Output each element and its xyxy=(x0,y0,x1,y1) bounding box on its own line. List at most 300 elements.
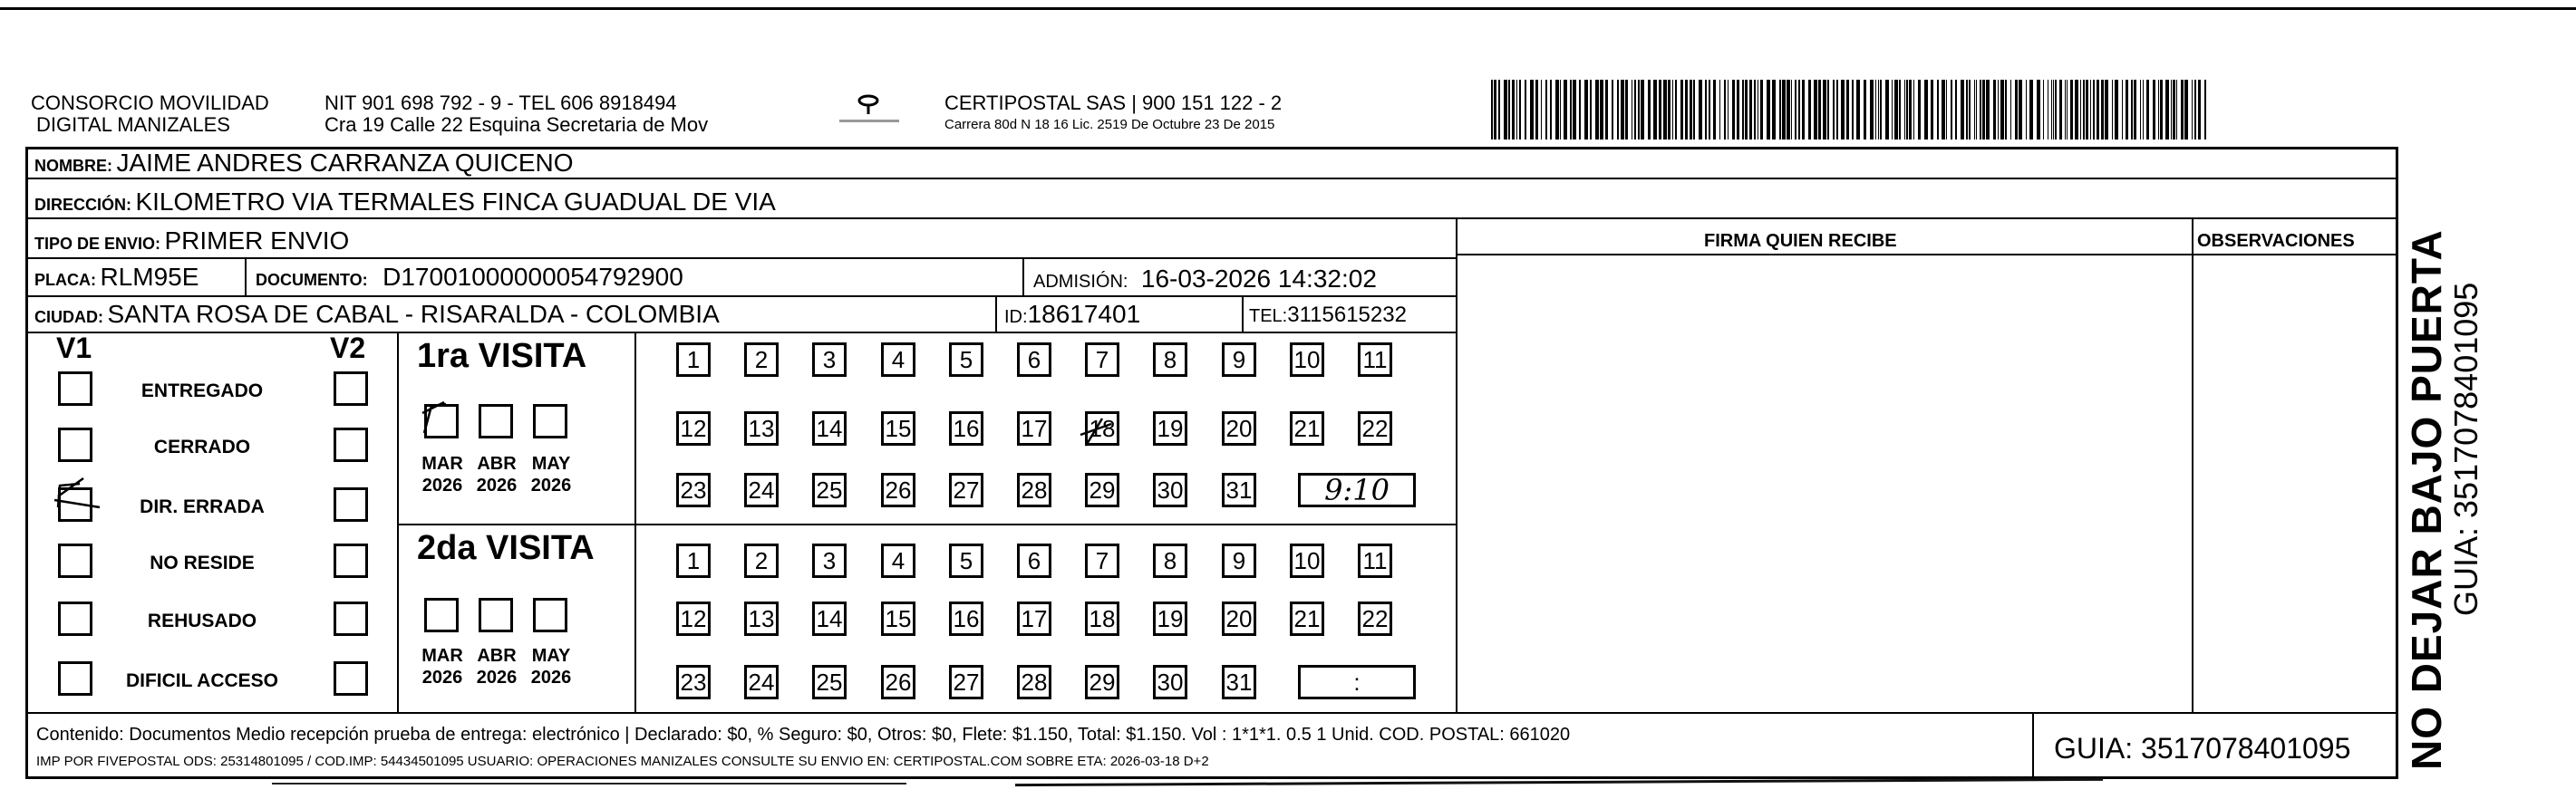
barcode-bar xyxy=(1519,80,1521,140)
barcode-bar xyxy=(1760,80,1763,140)
barcode-bar xyxy=(1885,80,1889,140)
visit1-day-box[interactable]: 4 xyxy=(881,342,915,377)
barcode-bar xyxy=(1605,80,1608,140)
rule-status-visit xyxy=(397,332,399,712)
visit2-day-box[interactable]: 8 xyxy=(1153,544,1187,578)
barcode-bar xyxy=(1612,80,1613,140)
barcode-bar xyxy=(2097,80,2099,140)
visit2-day-box[interactable]: 28 xyxy=(1017,665,1051,699)
rule-footer xyxy=(27,712,2397,714)
barcode-bar xyxy=(2171,80,2172,140)
barcode-bar xyxy=(2160,80,2163,140)
barcode-bar xyxy=(1525,80,1526,140)
v1-checkbox[interactable] xyxy=(58,661,92,696)
barcode-bar xyxy=(1491,80,1493,140)
visit2-time-value: : xyxy=(1353,668,1361,696)
barcode-bar xyxy=(1974,80,1975,140)
barcode-bar xyxy=(1779,80,1781,140)
v2-label: V2 xyxy=(330,332,366,364)
visit1-day-box[interactable]: 28 xyxy=(1017,473,1051,507)
visit1-year-label: 2026 xyxy=(421,476,463,496)
barcode-bar xyxy=(1634,80,1636,140)
visit2-year-label: 2026 xyxy=(421,668,463,688)
barcode-bar xyxy=(1924,80,1928,140)
barcode-bar xyxy=(1737,80,1739,140)
barcode-bar xyxy=(1998,80,1999,140)
barcode-bar xyxy=(1852,80,1854,140)
barcode-bar xyxy=(1680,80,1683,140)
v1-checkbox[interactable] xyxy=(58,371,92,406)
visit1-day-box[interactable]: 24 xyxy=(744,473,779,507)
barcode-bar xyxy=(1951,80,1952,140)
rule-direccion xyxy=(27,217,2397,219)
nombre-value: JAIME ANDRES CARRANZA QUICENO xyxy=(116,149,574,177)
direccion-label: DIRECCIÓN: xyxy=(34,196,131,214)
id-label: ID: xyxy=(1004,307,1028,327)
visit1-title: 1ra VISITA xyxy=(417,337,587,375)
visit1-month-label: MAY xyxy=(531,454,571,474)
visit1-day-box[interactable]: 9 xyxy=(1222,342,1256,377)
visit2-day-box[interactable]: 19 xyxy=(1153,602,1187,636)
visit2-day-box[interactable]: 29 xyxy=(1085,665,1119,699)
visit1-day-box[interactable]: 12 xyxy=(676,411,711,446)
barcode-bar xyxy=(1818,80,1821,140)
barcode-bar xyxy=(1846,80,1849,140)
barcode-bar xyxy=(2140,80,2141,140)
visit2-title: 2da VISITA xyxy=(417,529,595,567)
rule-firma-header xyxy=(1457,254,2397,255)
barcode-bar xyxy=(1685,80,1688,140)
tipo-envio-label: TIPO DE ENVIO: xyxy=(34,235,161,253)
visit1-time-box[interactable] xyxy=(1298,473,1416,507)
visit2-day-box[interactable]: 16 xyxy=(949,602,983,636)
barcode-bar xyxy=(2083,80,2085,140)
barcode-bar xyxy=(1570,80,1572,140)
company-name-line2: DIGITAL MANIZALES xyxy=(36,113,230,136)
visit2-month-label: MAY xyxy=(531,646,571,666)
visit2-day-box[interactable]: 10 xyxy=(1290,544,1324,578)
barcode-bar xyxy=(2112,80,2113,140)
visit1-month-checkbox[interactable] xyxy=(424,404,459,438)
barcode-bar xyxy=(1541,80,1542,140)
visit2-day-box[interactable]: 3 xyxy=(812,544,847,578)
visit2-day-box[interactable]: 26 xyxy=(881,665,915,699)
barcode-bar xyxy=(1494,80,1496,140)
tel-label: TEL: xyxy=(1249,306,1288,326)
visit2-month-label: ABR xyxy=(477,646,517,666)
v2-checkbox[interactable] xyxy=(334,602,368,636)
barcode-bar xyxy=(1653,80,1657,140)
barcode-bar xyxy=(1946,80,1947,140)
visit2-day-box[interactable]: 9 xyxy=(1222,544,1256,578)
barcode-bar xyxy=(2067,80,2068,140)
barcode-bar xyxy=(2090,80,2091,140)
visit2-day-box[interactable]: 21 xyxy=(1290,602,1324,636)
v2-checkbox[interactable] xyxy=(334,544,368,578)
barcode-bar xyxy=(1802,80,1805,140)
barcode-bar xyxy=(2037,80,2040,140)
visit1-day-box[interactable]: 6 xyxy=(1017,342,1051,377)
v1-checkbox[interactable] xyxy=(58,544,92,578)
status-label: DIR. ERRADA xyxy=(140,496,265,517)
barcode-bar xyxy=(1663,80,1667,140)
barcode-bar xyxy=(1641,80,1644,140)
barcode-bar xyxy=(1904,80,1905,140)
footer-imp: IMP POR FIVEPOSTAL ODS: 25314801095 / COD.IMP: 54434501095 USUARIO: OPERACIONES MANIZALES CONSULTE SU ENVIO EN: CERTIPOSTAL.COM SOBRE ETA: 2026-03-18 D+2 xyxy=(36,754,1209,769)
visit2-day-box[interactable]: 13 xyxy=(744,602,779,636)
side-warning: NO DEJAR BAJO PUERTA xyxy=(2403,229,2450,770)
barcode-bar xyxy=(2146,80,2149,140)
tel-value: 3115615232 xyxy=(1287,303,1407,327)
barcode-bar xyxy=(1892,80,1893,140)
barcode-bar xyxy=(1833,80,1835,140)
visit1-day-box[interactable]: 25 xyxy=(812,473,847,507)
barcode-bar xyxy=(1560,80,1561,140)
rule-id-tel xyxy=(1242,295,1244,332)
barcode-bar xyxy=(1856,80,1860,140)
visit2-year-label: 2026 xyxy=(530,668,572,688)
v2-checkbox[interactable] xyxy=(334,487,368,522)
barcode-bar xyxy=(2165,80,2169,140)
barcode-bar xyxy=(1787,80,1790,140)
barcode-bar xyxy=(1899,80,1901,140)
visit2-day-box[interactable]: 17 xyxy=(1017,602,1051,636)
visit2-day-box[interactable]: 2 xyxy=(744,544,779,578)
visit2-month-checkbox[interactable] xyxy=(533,598,567,632)
visit2-day-box[interactable]: 6 xyxy=(1017,544,1051,578)
barcode-bar xyxy=(1699,80,1702,140)
scan-edge-bottom xyxy=(1015,778,2103,786)
carrier-line1: CERTIPOSTAL SAS | 900 151 122 - 2 xyxy=(944,91,1283,114)
barcode-bar xyxy=(1894,80,1898,140)
v2-checkbox[interactable] xyxy=(334,428,368,462)
visit2-day-box[interactable]: 15 xyxy=(881,602,915,636)
visit1-month-label: ABR xyxy=(477,454,517,474)
visit1-day-box[interactable]: 16 xyxy=(949,411,983,446)
barcode-bar xyxy=(1675,80,1677,140)
barcode-bar xyxy=(1621,80,1624,140)
visit2-month-label: MAR xyxy=(421,646,463,666)
barcode-bar xyxy=(1545,80,1547,140)
rule-footer-guia xyxy=(2032,712,2034,779)
barcode-bar xyxy=(1841,80,1845,140)
barcode-bar xyxy=(2059,80,2062,140)
barcode-bar xyxy=(1732,80,1735,140)
rule-ciudad xyxy=(27,332,1457,333)
barcode-bar xyxy=(1617,80,1619,140)
barcode-bar xyxy=(2204,80,2206,140)
visit2-time-box[interactable] xyxy=(1298,665,1416,699)
visit1-day-box[interactable]: 10 xyxy=(1290,342,1324,377)
visit2-year-label: 2026 xyxy=(476,668,518,688)
visit1-day-box[interactable]: 8 xyxy=(1153,342,1187,377)
barcode xyxy=(1491,80,2212,140)
visit2-day-box[interactable]: 14 xyxy=(812,602,847,636)
visit2-day-box[interactable]: 23 xyxy=(676,665,711,699)
rule-months-days xyxy=(634,332,636,712)
v2-checkbox[interactable] xyxy=(334,371,368,406)
visit1-day-box[interactable]: 13 xyxy=(744,411,779,446)
barcode-bar xyxy=(1749,80,1752,140)
rule-obs-left xyxy=(2192,217,2193,712)
barcode-bar xyxy=(1516,80,1517,140)
barcode-bar xyxy=(1573,80,1576,140)
barcode-bar xyxy=(1864,80,1866,140)
barcode-bar xyxy=(1909,80,1912,140)
visit2-day-box[interactable]: 24 xyxy=(744,665,779,699)
barcode-bar xyxy=(2053,80,2054,140)
barcode-bar xyxy=(1498,80,1500,140)
barcode-bar xyxy=(2005,80,2007,140)
visit1-day-box[interactable]: 1 xyxy=(676,342,711,377)
barcode-bar xyxy=(2043,80,2044,140)
nit-line: NIT 901 698 792 - 9 - TEL 606 8918494 xyxy=(324,91,677,114)
barcode-bar xyxy=(2115,80,2118,140)
barcode-bar xyxy=(2192,80,2193,140)
barcode-bar xyxy=(2184,80,2188,140)
barcode-bar xyxy=(1742,80,1744,140)
footer-contenido: Contenido: Documentos Medio recepción prueba de entrega: electrónico | Declarado: $0, % Seguro: $0, Otros: $0, Flete: $1.150, Total: $1.150. Vol : 1*1*1. 0.5 1 Unid. COD. POSTAL: 661020 xyxy=(36,725,1571,745)
visit1-day-box[interactable]: 20 xyxy=(1222,411,1256,446)
barcode-bar xyxy=(1913,80,1914,140)
barcode-bar xyxy=(1791,80,1792,140)
barcode-bar xyxy=(2070,80,2073,140)
rule-doc-admision xyxy=(1022,257,1024,295)
barcode-bar xyxy=(1625,80,1628,140)
visit1-day-box[interactable]: 15 xyxy=(881,411,915,446)
barcode-bar xyxy=(1986,80,1990,140)
barcode-bar xyxy=(2051,80,2052,140)
visit1-day-box[interactable]: 31 xyxy=(1222,473,1256,507)
barcode-bar xyxy=(1827,80,1829,140)
barcode-bar xyxy=(2143,80,2144,140)
barcode-bar xyxy=(1808,80,1811,140)
barcode-bar xyxy=(2131,80,2133,140)
barcode-bar xyxy=(1880,80,1882,140)
barcode-bar xyxy=(1961,80,1964,140)
admision-label: ADMISIÓN: xyxy=(1033,272,1128,292)
barcode-bar xyxy=(2173,80,2175,140)
visit1-day-box[interactable]: 2 xyxy=(744,342,779,377)
barcode-bar xyxy=(1942,80,1945,140)
visit1-day-box[interactable]: 5 xyxy=(949,342,983,377)
barcode-bar xyxy=(1690,80,1692,140)
visit1-day-box[interactable]: 3 xyxy=(812,342,847,377)
visit1-day-box[interactable]: 23 xyxy=(676,473,711,507)
v1-checkbox[interactable] xyxy=(58,602,92,636)
barcode-bar xyxy=(1878,80,1879,140)
nombre-label: NOMBRE: xyxy=(34,157,112,175)
visit1-day-box[interactable]: 19 xyxy=(1153,411,1187,446)
company-name-line1: CONSORCIO MOVILIDAD xyxy=(31,91,269,114)
barcode-bar xyxy=(1724,80,1726,140)
visit2-day-box[interactable]: 31 xyxy=(1222,665,1256,699)
barcode-bar xyxy=(2026,80,2027,140)
rule-nombre xyxy=(27,178,2397,179)
barcode-bar xyxy=(2029,80,2033,140)
placa-label: PLACA: xyxy=(34,271,96,289)
rule-firma-left xyxy=(1456,217,1457,712)
direccion-value: KILOMETRO VIA TERMALES FINCA GUADUAL DE VIA xyxy=(135,188,776,216)
id-value: 18617401 xyxy=(1027,300,1141,328)
barcode-bar xyxy=(1982,80,1985,140)
barcode-bar xyxy=(2080,80,2081,140)
visit1-year-label: 2026 xyxy=(530,476,572,496)
barcode-bar xyxy=(2134,80,2136,140)
visit1-time-value: 9:10 xyxy=(1324,473,1390,507)
v1-label: V1 xyxy=(56,332,92,364)
documento-value: D17001000000054792900 xyxy=(383,263,683,291)
barcode-bar xyxy=(2126,80,2128,140)
visit1-day-box[interactable]: 18 xyxy=(1085,411,1119,446)
barcode-bar xyxy=(2181,80,2184,140)
visit1-day-box[interactable]: 7 xyxy=(1085,342,1119,377)
rule-tipo xyxy=(27,257,1457,259)
placa-value: RLM95E xyxy=(100,263,199,291)
visit2-day-box[interactable]: 7 xyxy=(1085,544,1119,578)
barcode-bar xyxy=(1693,80,1695,140)
visit1-day-box[interactable]: 22 xyxy=(1358,411,1392,446)
barcode-bar xyxy=(2075,80,2078,140)
barcode-bar xyxy=(1564,80,1567,140)
barcode-bar xyxy=(1504,80,1507,140)
visit1-day-box[interactable]: 21 xyxy=(1290,411,1324,446)
barcode-bar xyxy=(2065,80,2066,140)
visit1-day-box[interactable]: 26 xyxy=(881,473,915,507)
label-frame xyxy=(25,147,2398,779)
visit1-month-checkbox[interactable] xyxy=(479,404,513,438)
visit2-day-box[interactable]: 12 xyxy=(676,602,711,636)
visit2-day-box[interactable]: 22 xyxy=(1358,602,1392,636)
v1-checkbox[interactable] xyxy=(58,428,92,462)
visit2-day-box[interactable]: 1 xyxy=(676,544,711,578)
visit2-day-box[interactable]: 11 xyxy=(1358,544,1392,578)
barcode-bar xyxy=(1728,80,1729,140)
barcode-bar xyxy=(1648,80,1651,140)
firma-header: FIRMA QUIEN RECIBE xyxy=(1704,231,1897,251)
barcode-bar xyxy=(1590,80,1592,140)
visit1-year-label: 2026 xyxy=(476,476,518,496)
footer-guia: GUIA: 3517078401095 xyxy=(2054,732,2351,765)
barcode-bar xyxy=(1555,80,1559,140)
barcode-bar xyxy=(1584,80,1588,140)
visit1-day-box[interactable]: 14 xyxy=(812,411,847,446)
visit1-day-box[interactable]: 11 xyxy=(1358,342,1392,377)
barcode-bar xyxy=(2198,80,2201,140)
barcode-bar xyxy=(1782,80,1786,140)
visit2-day-box[interactable]: 5 xyxy=(949,544,983,578)
carrier-line2: Carrera 80d N 18 16 Lic. 2519 De Octubre 23 De 2015 xyxy=(944,117,1275,132)
visit1-day-box[interactable]: 29 xyxy=(1085,473,1119,507)
v2-checkbox[interactable] xyxy=(334,661,368,696)
barcode-bar xyxy=(1836,80,1838,140)
barcode-bar xyxy=(1969,80,1971,140)
status-label: CERRADO xyxy=(153,437,251,457)
barcode-bar xyxy=(1668,80,1671,140)
barcode-bar xyxy=(2194,80,2196,140)
barcode-bar xyxy=(1966,80,1968,140)
status-label: REHUSADO xyxy=(147,611,257,631)
barcode-bar xyxy=(1795,80,1796,140)
barcode-bar xyxy=(1535,80,1538,140)
scan-edge-top xyxy=(0,7,2576,10)
barcode-bar xyxy=(1814,80,1817,140)
barcode-bar xyxy=(2153,80,2155,140)
barcode-bar xyxy=(1709,80,1710,140)
rule-placa-doc xyxy=(245,257,247,295)
barcode-bar xyxy=(1745,80,1748,140)
visit1-day-box[interactable]: 17 xyxy=(1017,411,1051,446)
visit2-day-box[interactable]: 27 xyxy=(949,665,983,699)
barcode-bar xyxy=(1672,80,1673,140)
documento-label: DOCUMENTO: xyxy=(256,271,368,289)
observaciones-header: OBSERVACIONES xyxy=(2197,231,2355,251)
v1-checkbox[interactable] xyxy=(58,487,92,522)
barcode-bar xyxy=(1937,80,1939,140)
barcode-bar xyxy=(2093,80,2095,140)
barcode-bar xyxy=(1798,80,1800,140)
status-label: NO RESIDE xyxy=(150,553,255,573)
barcode-bar xyxy=(1705,80,1707,140)
barcode-bar xyxy=(2176,80,2177,140)
status-label: ENTREGADO xyxy=(140,380,264,401)
visit2-day-box[interactable]: 30 xyxy=(1153,665,1187,699)
barcode-bar xyxy=(1767,80,1770,140)
visit2-month-checkbox[interactable] xyxy=(479,598,513,632)
visit2-day-box[interactable]: 25 xyxy=(812,665,847,699)
visit1-month-label: MAR xyxy=(421,454,463,474)
scan-edge-bottom-left xyxy=(272,783,906,785)
side-guia: GUIA: 3517078401095 xyxy=(2447,282,2484,616)
visit1-day-box[interactable]: 30 xyxy=(1153,473,1187,507)
barcode-bar xyxy=(1993,80,1996,140)
barcode-bar xyxy=(1754,80,1756,140)
barcode-bar xyxy=(2158,80,2159,140)
barcode-bar xyxy=(2019,80,2022,140)
carrier-logo-caption-mark xyxy=(839,120,899,122)
barcode-bar xyxy=(1931,80,1933,140)
barcode-bar xyxy=(1823,80,1826,140)
rule-ciudad-id xyxy=(995,295,997,332)
barcode-bar xyxy=(1713,80,1716,140)
barcode-bar xyxy=(2101,80,2104,140)
visit2-month-checkbox[interactable] xyxy=(424,598,459,632)
barcode-bar xyxy=(1719,80,1720,140)
barcode-bar xyxy=(1918,80,1921,140)
barcode-bar xyxy=(2000,80,2004,140)
status-label: DIFICIL ACCESO xyxy=(125,670,278,691)
visit1-month-checkbox[interactable] xyxy=(533,404,567,438)
barcode-bar xyxy=(2086,80,2088,140)
barcode-bar xyxy=(2015,80,2018,140)
address-line: Cra 19 Calle 22 Esquina Secretaria de Mov xyxy=(324,113,709,136)
ciudad-label: CIUDAD: xyxy=(34,308,103,326)
barcode-bar xyxy=(1772,80,1776,140)
carrier-logo-icon xyxy=(856,92,881,116)
visit1-day-box[interactable]: 27 xyxy=(949,473,983,507)
rule-visit-split xyxy=(397,524,1457,525)
barcode-bar xyxy=(1595,80,1599,140)
admision-value: 16-03-2026 14:32:02 xyxy=(1140,265,1377,293)
barcode-bar xyxy=(1659,80,1661,140)
barcode-bar xyxy=(2122,80,2123,140)
visit2-day-box[interactable]: 20 xyxy=(1222,602,1256,636)
barcode-bar xyxy=(2055,80,2057,140)
visit2-day-box[interactable]: 18 xyxy=(1085,602,1119,636)
barcode-bar xyxy=(1550,80,1552,140)
visit2-day-box[interactable]: 4 xyxy=(881,544,915,578)
barcode-bar xyxy=(1530,80,1534,140)
